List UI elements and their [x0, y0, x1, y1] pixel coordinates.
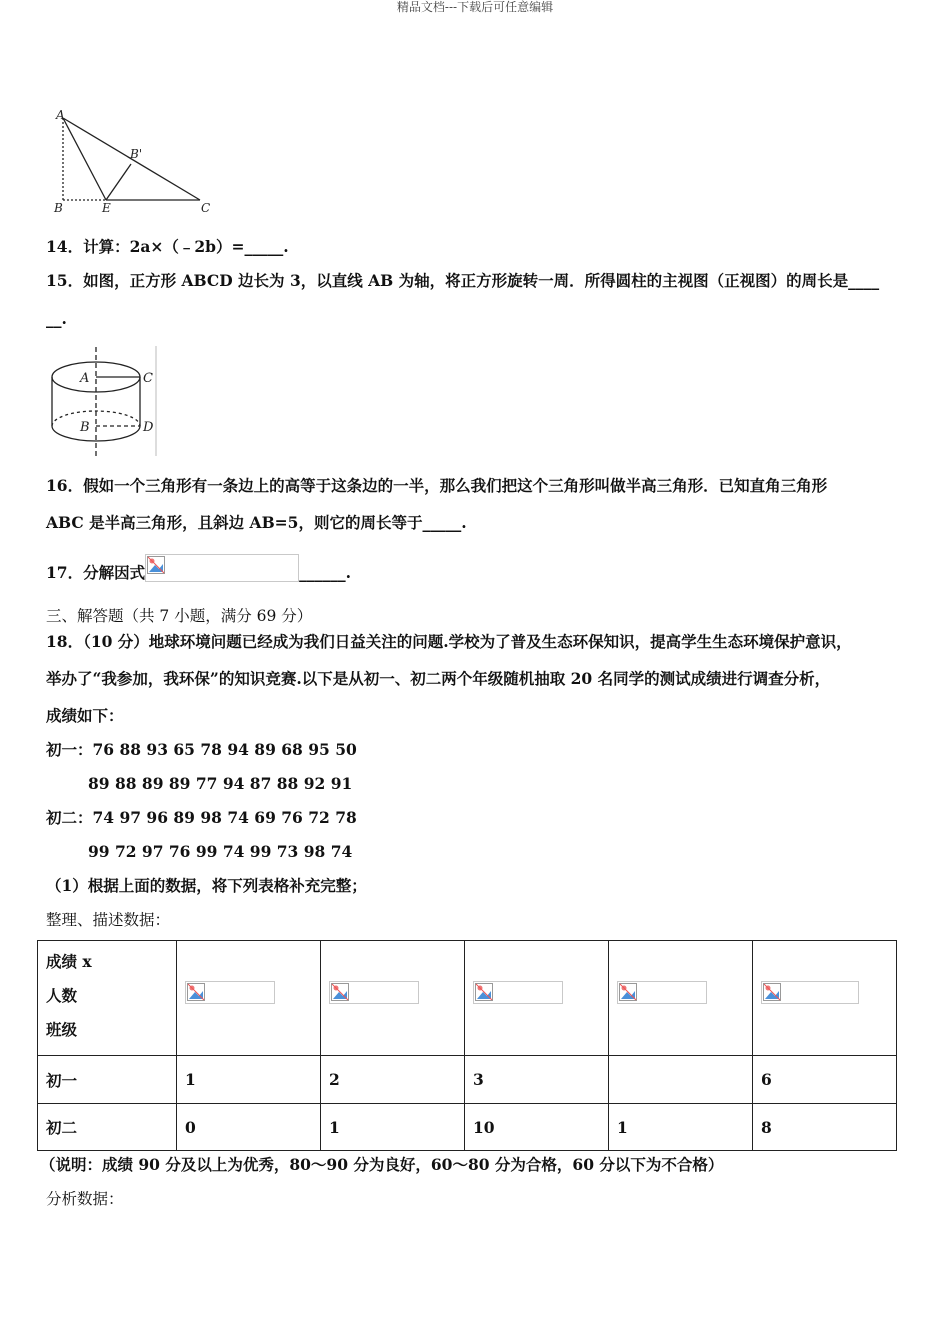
- header-range-cell: [321, 941, 465, 1056]
- table-row: [38, 1056, 897, 1104]
- header-count: 人数: [46, 986, 78, 1005]
- question-16-line2: ABC 是半高三角形，且斜边 AB=5，则它的周长等于_____.: [46, 513, 467, 532]
- table-cell: 3: [465, 1056, 609, 1104]
- header-score-x: 成绩 x: [46, 952, 92, 971]
- q17-prefix: 17．分解因式: [46, 563, 146, 582]
- question-15-line2: __.: [46, 309, 67, 328]
- broken-image-icon: [473, 981, 563, 1004]
- table-cell: 1: [609, 1104, 753, 1151]
- label-b: B: [54, 201, 63, 215]
- table-cell: 1: [321, 1104, 465, 1151]
- analyze-label: 分析数据：: [46, 1190, 124, 1208]
- table-row: [38, 1104, 897, 1151]
- header-range-cell: [177, 941, 321, 1056]
- header-range-cell: [465, 941, 609, 1056]
- eb-prime-line: [106, 164, 131, 200]
- question-15-line1: 15．如图，正方形 ABCD 边长为 3，以直线 AB 为轴，将正方形旋转一周．所得圆柱的主视图（正视图）的周长是____: [46, 271, 880, 290]
- header-range-cell: [753, 941, 897, 1056]
- row-label: 初二: [38, 1104, 177, 1151]
- broken-image-icon: [617, 981, 707, 1004]
- cylinder-figure: [44, 344, 160, 460]
- question-18-line3: 成绩如下：: [46, 706, 124, 725]
- table-cell: 6: [753, 1056, 897, 1104]
- part-1-prompt: （1）根据上面的数据，将下列表格补充完整；: [46, 876, 367, 895]
- q17-suffix: ______.: [299, 563, 351, 582]
- grade1-scores-b: 89 88 89 89 77 94 87 88 92 91: [88, 774, 353, 793]
- question-18-line2: 举办了“我参加，我环保”的知识竞赛.以下是从初一、初二两个年级随机抽取 20 名同学的测试成绩进行调查分析，: [46, 669, 831, 688]
- grade2-scores-a: 初二：74 97 96 89 98 74 69 76 72 78: [46, 808, 357, 827]
- grade2-scores-b: 99 72 97 76 99 74 99 73 98 74: [88, 842, 353, 861]
- label-b2: B: [80, 420, 90, 435]
- header-class: 班级: [46, 1020, 78, 1039]
- grade1-scores-a: 初一：76 88 93 65 78 94 89 68 95 50: [46, 740, 357, 759]
- table-cell: 8: [753, 1104, 897, 1151]
- question-17: [46, 560, 351, 588]
- question-16-line1: 16．假如一个三角形有一条边上的高等于这条边的一半，那么我们把这个三角形叫做半高三角形．已知直角三角形: [46, 476, 828, 495]
- question-14: 14．计算：2a×（﹣2b）=_____.: [46, 237, 289, 256]
- header-range-cell: [609, 941, 753, 1056]
- label-c: C: [201, 201, 211, 215]
- question-18-line1: 18．（10 分）地球环境问题已经成为我们日益关注的问题.学校为了普及生态环保知识，提高学生生态环境保护意识，: [46, 632, 852, 651]
- section-3-title: 三、解答题（共 7 小题，满分 69 分）: [46, 607, 313, 625]
- broken-image-icon: [761, 981, 859, 1004]
- label-a2: A: [80, 371, 90, 386]
- broken-image-icon: [185, 981, 275, 1004]
- table-header-row: [38, 941, 897, 1056]
- header-corner-cell: [38, 941, 177, 1056]
- score-table: [37, 940, 897, 1151]
- triangle-figure: [46, 108, 221, 220]
- table-cell: 10: [465, 1104, 609, 1151]
- table-cell: [609, 1056, 753, 1104]
- organize-label: 整理、描述数据：: [46, 911, 171, 929]
- row-label: 初一: [38, 1056, 177, 1104]
- page-header: 精品文档---下载后可任意编辑: [396, 0, 554, 14]
- label-e: E: [102, 201, 111, 215]
- label-a: A: [56, 108, 65, 122]
- label-c2: C: [143, 371, 153, 386]
- grading-note: （说明：成绩 90 分及以上为优秀，80～90 分为良好，60～80 分为合格，60 分以下为不合格）: [40, 1155, 724, 1174]
- table-cell: 0: [177, 1104, 321, 1151]
- label-d2: D: [143, 420, 154, 435]
- broken-image-icon: [145, 554, 299, 582]
- table-cell: 2: [321, 1056, 465, 1104]
- broken-image-icon: [329, 981, 419, 1004]
- label-b-prime: B': [130, 147, 143, 161]
- table-cell: 1: [177, 1056, 321, 1104]
